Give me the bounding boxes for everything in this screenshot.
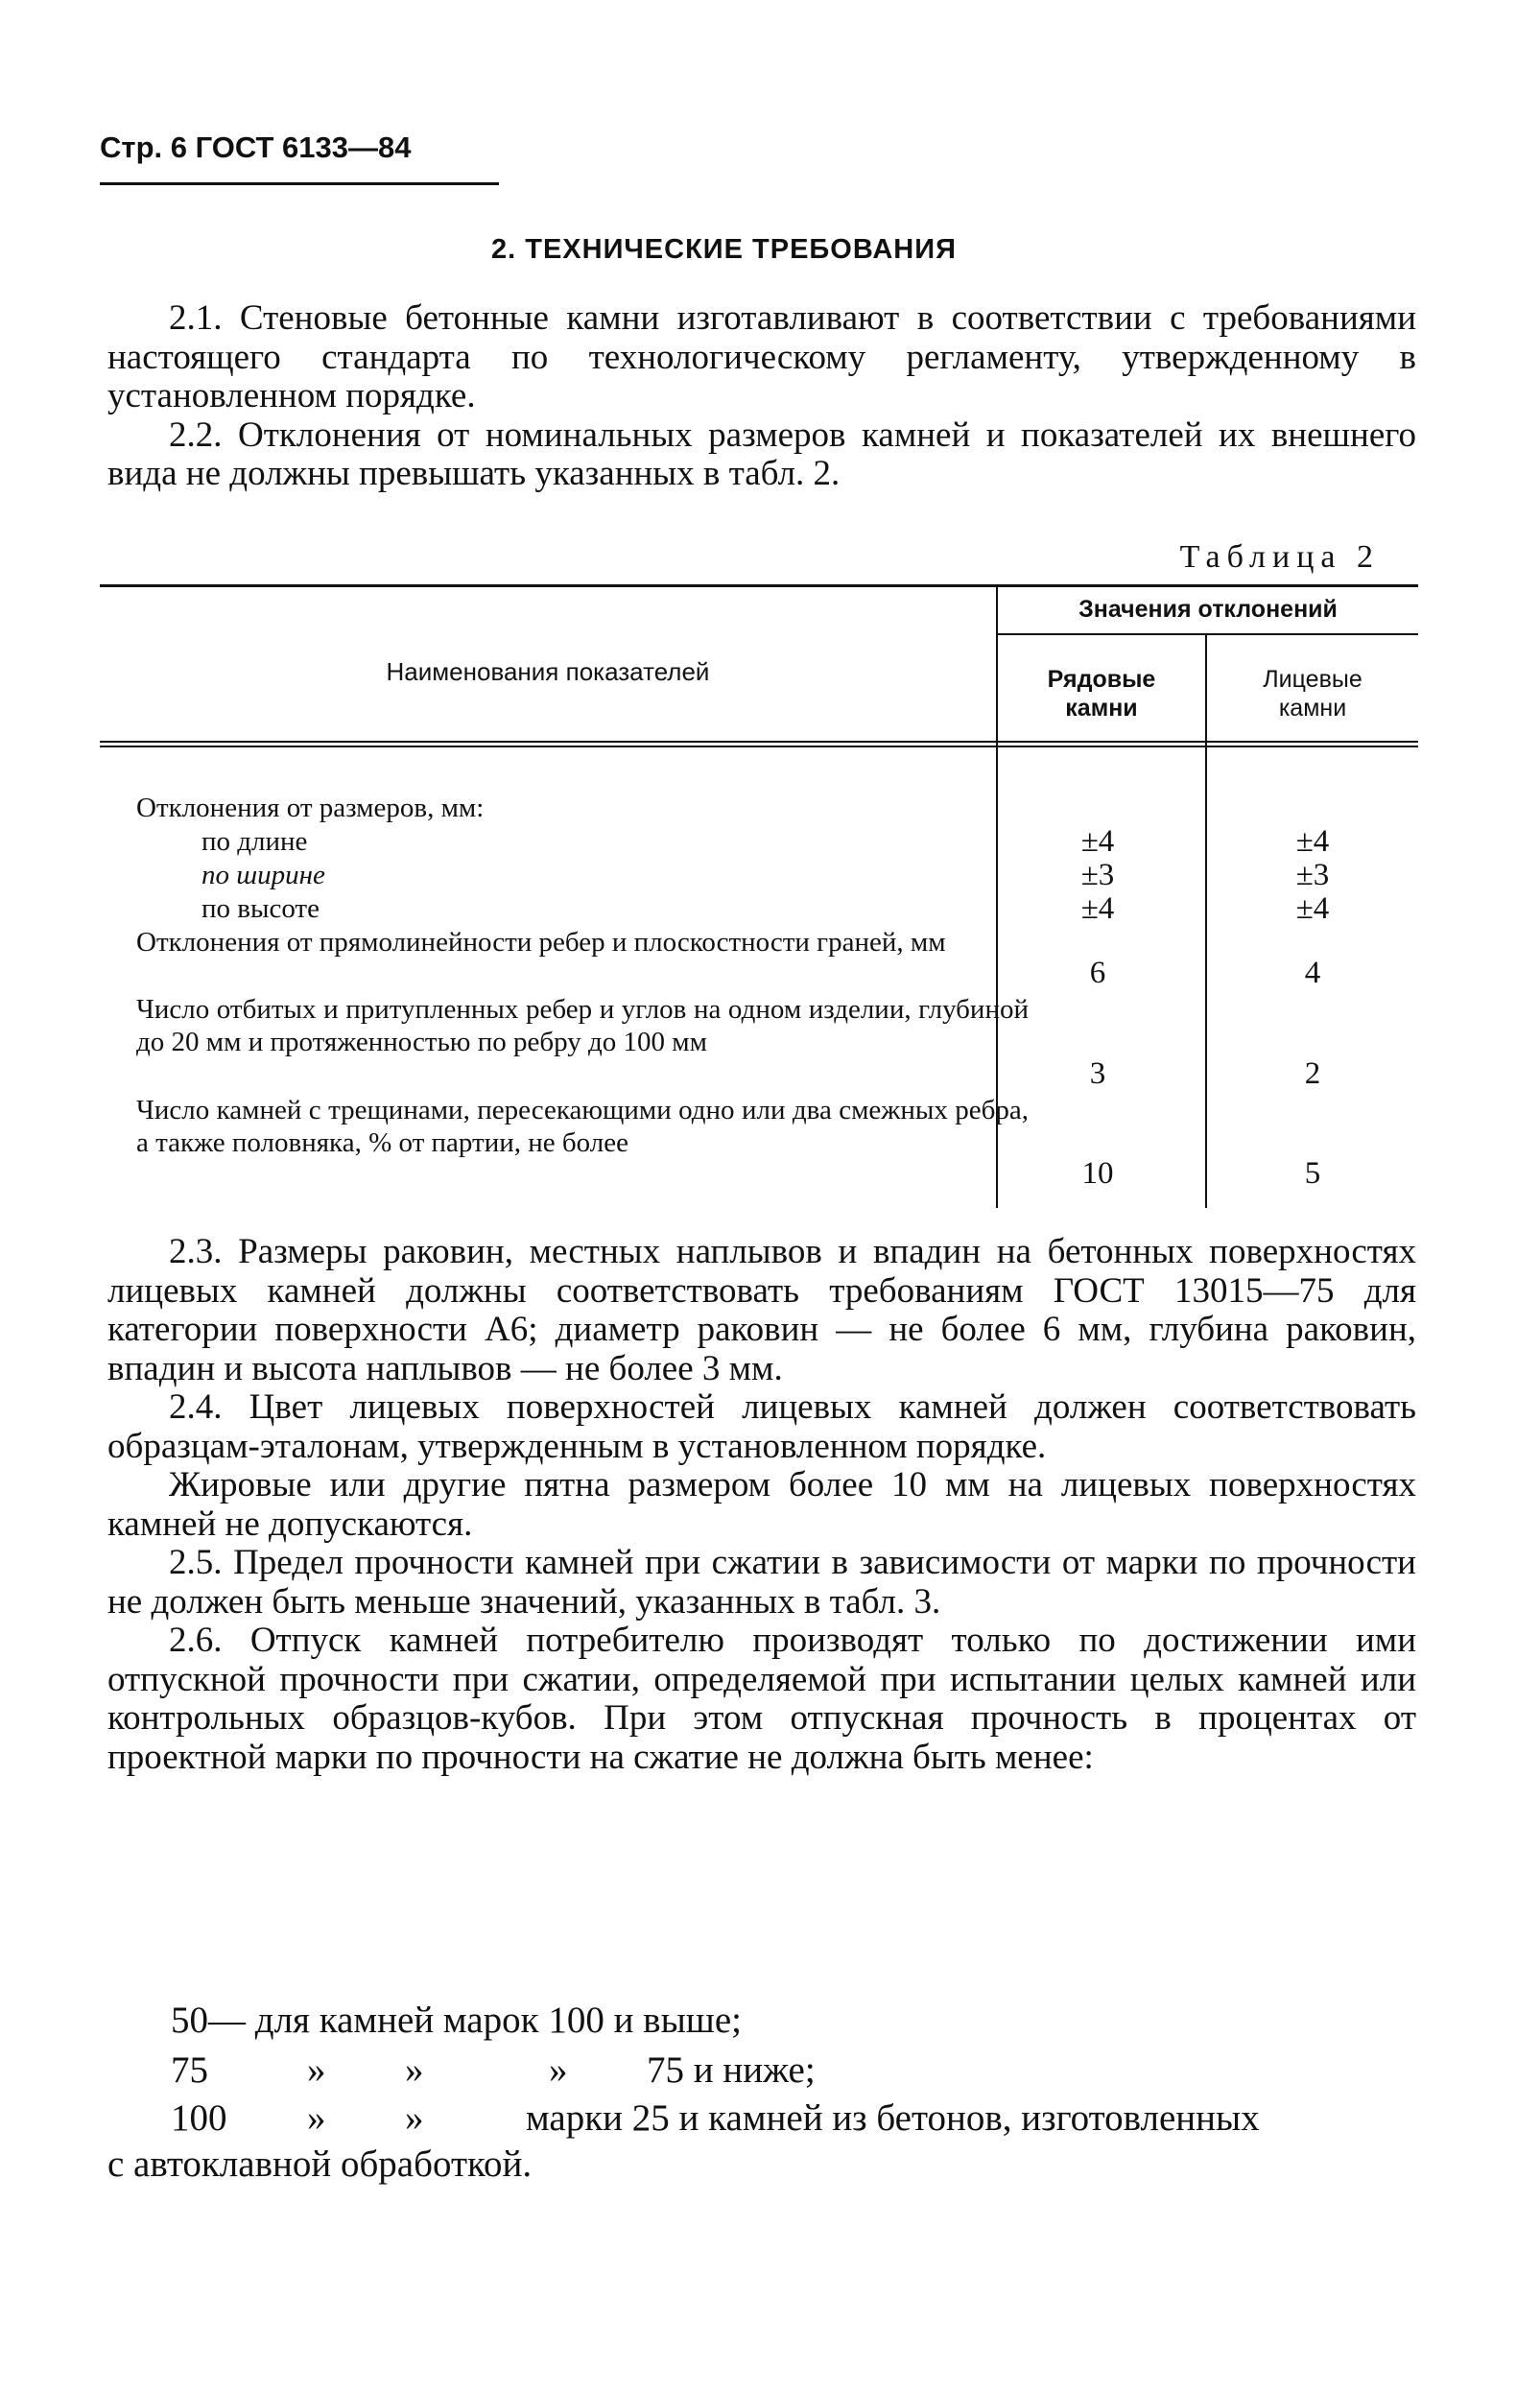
value-cell: 2 [1304, 1056, 1321, 1091]
paragraph-2-4: 2.4. Цвет лицевых поверхностей лицевых камней должен соответствовать образцам-эталонам, утвержденным в установленном порядке. [107, 1387, 1416, 1466]
group-header: Значения отклонений [1078, 596, 1338, 623]
strength-value: 75 [171, 2049, 208, 2091]
value-cell: ±4 [1295, 824, 1330, 859]
strength-text: 75 и ниже; [647, 2049, 816, 2091]
header-rule-upper [100, 741, 1418, 743]
paragraph-2-2: 2.2. Отклонения от номинальных размеров камней и показателей их внешнего вида не должны превышать указанных в табл. 2. [107, 414, 1416, 493]
paragraph-2-3: 2.3. Размеры раковин, местных наплывов и впадин на бетонных поверхностях лицевых камней должны соответствовать требованиям ГОСТ 13015—75 для категории поверхности А6; диаметр раковин — не более 6 мм, глубина раковин, впадин и высота наплывов — не более 3 мм. [107, 1232, 1416, 1388]
strength-line-3-continued: с автоклавной обработкой. [107, 2143, 533, 2185]
text-block-top [107, 299, 1416, 494]
table-caption: Таблица 2 [1179, 539, 1380, 575]
col1-header-line1: Рядовые [1047, 666, 1156, 693]
strength-value: 50 [171, 2000, 208, 2041]
value-cell: 6 [1089, 956, 1106, 990]
row-label: Число камней с трещинами, пересекающими одно или два смежных ребра, а также половняка, % от партии, не более [136, 1095, 1029, 1158]
col-name-header: Наименования показателей [386, 657, 710, 686]
value-cell: 3 [1089, 1056, 1106, 1091]
ditto-mark: » [405, 2049, 424, 2091]
row-label: Отклонения от прямолинейности ребер и плоскостности граней, мм [136, 927, 946, 958]
value-cell: ±3 [1080, 858, 1115, 892]
col1-header [998, 665, 1205, 722]
col2-header-line1: Лицевые [1263, 666, 1362, 693]
group-header-rule [996, 633, 1418, 635]
strength-line-1 [171, 1999, 742, 2042]
paragraph-2-4-stains: Жировые или другие пятна размером более 10 мм на лицевых поверхностях камней не допускаются. [107, 1465, 1416, 1544]
ditto-mark: » [307, 2049, 326, 2091]
header-rule [100, 182, 499, 185]
row-label: Отклонения от размеров, мм: [136, 793, 485, 823]
strength-value: 100 [171, 2097, 227, 2139]
value-cell: ±4 [1295, 891, 1330, 926]
value-cell: 10 [1081, 1156, 1114, 1191]
text-block-bottom [107, 1233, 1416, 1777]
strength-text: — для камней марок 100 и выше; [208, 2000, 742, 2041]
col2-header [1207, 665, 1418, 722]
value-cell: ±4 [1080, 891, 1115, 926]
value-cell: ±3 [1295, 858, 1330, 892]
value-cell: ±4 [1080, 824, 1115, 859]
value-cell: 4 [1304, 956, 1321, 990]
table-top-rule [100, 584, 1418, 587]
paragraph-2-1: 2.1. Стеновые бетонные камни изготавливают в соответствии с требованиями настоящего стандарта по технологическому регламенту, утвержденному в установленном порядке. [107, 298, 1416, 415]
row-label: по длине [201, 826, 308, 857]
paragraph-2-5: 2.5. Предел прочности камней при сжатии в зависимости от марки по прочности не должен быть меньше значений, указанных в табл. 3. [107, 1543, 1416, 1622]
row-label: Число отбитых и притупленных ребер и углов на одном изделии, глубиной до 20 мм и протяженностью по ребру до 100 мм [136, 994, 1029, 1057]
ditto-mark: » [405, 2097, 424, 2139]
section-title: 2. ТЕХНИЧЕСКИЕ ТРЕБОВАНИЯ [491, 234, 957, 265]
strength-text: марки 25 и камней из бетонов, изготовленных [526, 2097, 1260, 2139]
paragraph-2-6: 2.6. Отпуск камней потребителю производят только по достижении ими отпускной прочности при сжатии, определяемой при испытании целых камней или контрольных образцов-кубов. При этом отпускная прочность в процентах от проектной марки по прочности на сжатие не должна быть менее: [107, 1621, 1416, 1777]
ditto-mark: » [549, 2049, 568, 2091]
row-label: по высоте [201, 893, 320, 924]
header-rule-lower [100, 746, 1418, 747]
col1-header-line2: камни [1065, 695, 1138, 722]
col2-header-line2: камни [1278, 695, 1347, 722]
row-label: по ширине [201, 860, 325, 890]
page-header: Стр. 6 ГОСТ 6133—84 [100, 130, 412, 164]
ditto-mark: » [307, 2097, 326, 2139]
value-cell: 5 [1304, 1156, 1321, 1191]
deviation-table [100, 584, 1418, 1208]
